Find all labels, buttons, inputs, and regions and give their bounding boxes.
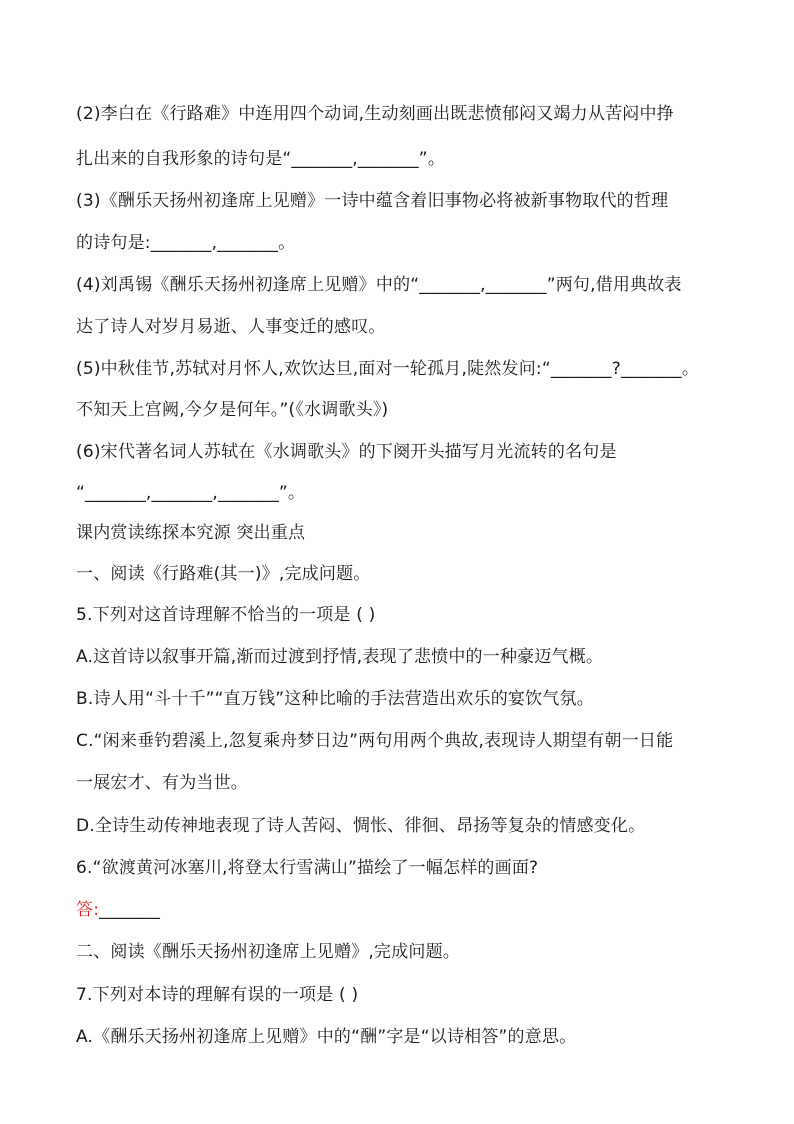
q4-6-line-2: “_______,_______,_______”。 (76, 483, 306, 503)
answer-label: 答: (76, 900, 100, 920)
q4-4-line-1: (4)刘禹锡《酬乐天扬州初逢席上见赠》中的“_______,_______”两句,借用典故表 (76, 275, 682, 295)
q6-answer-line (76, 899, 736, 921)
q4-3-line-2: 的诗句是:_______,_______。 (76, 233, 296, 253)
q5-option-b: B.诗人用“斗十千”“直万钱”这种比喻的手法营造出欢乐的宴饮气氛。 (76, 689, 594, 709)
q4-2-line-2: 扎出来的自我形象的诗句是“_______,_______”。 (76, 149, 446, 169)
q7-option-a: A.《酬乐天扬州初逢席上见赠》中的“酬”字是“以诗相答”的意思。 (76, 1027, 577, 1047)
q5-stem: 5.下列对这首诗理解不恰当的一项是 ( ) (76, 605, 376, 625)
q5-option-c-line-1: C.“闲来垂钓碧溪上,忽复乘舟梦日边”两句用两个典故,表现诗人期望有朝一日能 (76, 731, 674, 751)
q4-5-line-1: (5)中秋佳节,苏轼对月怀人,欢饮达旦,面对一轮孤月,陡然发问:“_______?_______。 (76, 359, 700, 379)
q4-2-line-1: (2)李白在《行路难》中连用四个动词,生动刻画出既悲愤郁闷又竭力从苦闷中挣 (76, 104, 674, 124)
q5-option-a: A.这首诗以叙事开篇,渐而过渡到抒情,表现了悲愤中的一种豪迈气概。 (76, 647, 604, 667)
q6-stem: 6.“欲渡黄河冰塞川,将登太行雪满山”描绘了一幅怎样的画面? (76, 858, 539, 878)
q4-3-line-1: (3)《酬乐天扬州初逢席上见赠》一诗中蕴含着旧事物必将被新事物取代的哲理 (76, 191, 669, 211)
q4-6-line-1: (6)宋代著名词人苏轼在《水调歌头》的下阕开头描写月光流转的名句是 (76, 442, 617, 462)
q4-5-line-2: 不知天上宫阙,今夕是何年。”(《水调歌头》) (76, 400, 389, 420)
section-heading: 课内赏读练探本究源 突出重点 (76, 523, 306, 543)
part-1-heading: 一、阅读《行路难(其一)》,完成问题。 (76, 564, 371, 584)
part-2-heading: 二、阅读《酬乐天扬州初逢席上见赠》,完成问题。 (76, 942, 461, 962)
answer-blank[interactable]: _______ (99, 900, 161, 920)
q5-option-d: D.全诗生动传神地表现了诗人苦闷、惆怅、徘徊、昂扬等复杂的情感变化。 (76, 816, 646, 836)
q5-option-c-line-2: 一展宏才、有为当世。 (76, 773, 248, 793)
q4-4-line-2: 达了诗人对岁月易逝、人事变迁的感叹。 (76, 317, 386, 337)
q7-stem: 7.下列对本诗的理解有误的一项是 ( ) (76, 985, 359, 1005)
